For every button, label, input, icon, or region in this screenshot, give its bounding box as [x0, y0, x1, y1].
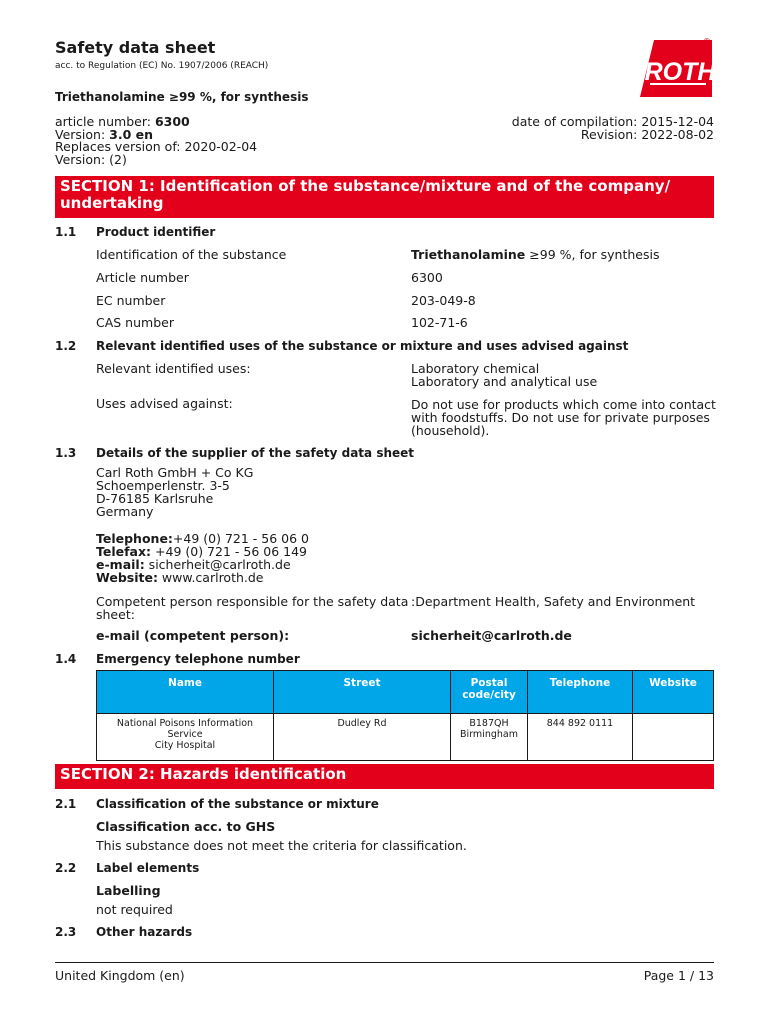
product-name: Triethanolamine ≥99 %, for synthesis [55, 90, 309, 104]
telefax-value: +49 (0) 721 - 56 06 149 [151, 544, 307, 559]
section-heading: Product identifier [96, 225, 216, 239]
section-number: 2.2 [55, 861, 77, 875]
address-line: Carl Roth GmbH + Co KG [96, 465, 254, 480]
field-label: Identification of the substance [96, 247, 287, 262]
competent-person-value: :Department Health, Safety and Environment [411, 594, 696, 609]
section-number: 2.3 [55, 925, 77, 939]
substance-grade: ≥99 %, for synthesis [525, 247, 660, 262]
address-line: D-76185 Karlsruhe [96, 491, 214, 506]
section-2-header: SECTION 2: Hazards identification [55, 764, 714, 789]
version-2: Version: (2) [55, 151, 127, 167]
cell-line: National Poisons Information [116, 718, 254, 729]
column-header: Telephone [528, 671, 633, 714]
field-value: 6300 [411, 270, 443, 285]
cell-line: City Hospital [154, 740, 216, 751]
cell-line: Birmingham [460, 729, 518, 740]
text-line: (household). [411, 423, 490, 438]
field-value: 102-71-6 [411, 315, 468, 330]
field-label: Relevant identified uses: [96, 361, 251, 376]
table-header-row [97, 671, 714, 714]
version-label: Version: [55, 126, 110, 142]
field-label: Uses advised against: [96, 396, 233, 411]
version-value: 3.0 en [109, 126, 154, 142]
roth-logo [640, 37, 712, 97]
article-number-value: 6300 [154, 114, 190, 129]
address-line: Germany [96, 504, 154, 519]
use-item: Laboratory chemical [411, 361, 540, 376]
cell-name [97, 714, 274, 761]
text-line: with foodstuffs. Do not use for private purposes [411, 410, 710, 425]
paragraph: This substance does not meet the criteria for classification. [96, 838, 467, 853]
substance-name: Triethanolamine [411, 247, 526, 262]
supplier-address [96, 466, 253, 518]
page-number: Page 1 / 13 [643, 968, 714, 983]
competent-email-value[interactable]: sicherheit@carlroth.de [411, 628, 572, 643]
supplier-contacts [96, 532, 309, 584]
registered-mark: ® [703, 37, 711, 46]
column-header: Street [274, 671, 451, 714]
table-row [97, 714, 714, 761]
text-line: Do not use for products which come into contact [411, 397, 716, 412]
cell-postal [451, 714, 528, 761]
column-header: Postal code/city [451, 671, 528, 714]
date-of-compilation: date of compilation: 2015-12-04 [511, 114, 714, 129]
section-1-header: SECTION 1: Identification of the substance/mixture and of the company/ undertaking [55, 176, 714, 218]
cell-telephone: 844 892 0111 [528, 714, 633, 761]
cell-website [633, 714, 714, 761]
section-heading: Other hazards [96, 925, 193, 939]
website-label: Website: [96, 570, 158, 585]
meta-right [512, 116, 714, 141]
section-heading: Relevant identified uses of the substance or mixture and uses advised against [96, 339, 629, 353]
section-heading: Emergency telephone number [96, 652, 300, 666]
logo-text: ROTH [644, 58, 712, 86]
field-value: 203-049-8 [411, 293, 476, 308]
website-line [96, 571, 309, 584]
section-heading: Label elements [96, 861, 200, 875]
section-number: 1.2 [55, 339, 77, 353]
field-value [411, 248, 659, 261]
field-label: CAS number [96, 315, 174, 330]
emergency-contacts-table [96, 670, 714, 761]
regulation-subtitle: acc. to Regulation (EC) No. 1907/2006 (REACH) [55, 61, 269, 71]
competent-person-label [96, 595, 408, 621]
paragraph: not required [96, 902, 173, 917]
section-number: 2.1 [55, 797, 77, 811]
email-value[interactable]: sicherheit@carlroth.de [144, 557, 291, 572]
use-item: Laboratory and analytical use [411, 374, 598, 389]
section-heading: Classification of the substance or mixture [96, 797, 379, 811]
field-value [411, 398, 716, 437]
revision-date: Revision: 2022-08-02 [580, 126, 714, 142]
field-label: EC number [96, 293, 166, 308]
column-header: Website [633, 671, 714, 714]
telephone-value: +49 (0) 721 - 56 06 0 [172, 531, 309, 546]
text-line: Competent person responsible for the safety data [96, 594, 409, 609]
column-header: Name [97, 671, 274, 714]
subheading: Labelling [96, 883, 161, 898]
subheading: Classification acc. to GHS [96, 819, 276, 834]
address-line: Schoemperlenstr. 3-5 [96, 478, 230, 493]
article-number-label: article number: [55, 114, 155, 129]
cell-line: B187QH [469, 718, 509, 729]
field-value [411, 362, 597, 388]
footer-divider [55, 962, 714, 963]
section-number: 1.3 [55, 446, 77, 460]
text-line: sheet: [96, 607, 135, 622]
website-value[interactable]: www.carlroth.de [157, 570, 264, 585]
meta-left [55, 116, 257, 166]
section-heading: Details of the supplier of the safety data sheet [96, 446, 415, 460]
cell-street: Dudley Rd [274, 714, 451, 761]
section-number: 1.4 [55, 652, 77, 666]
footer-locale: United Kingdom (en) [55, 968, 185, 983]
document-title: Safety data sheet [55, 38, 216, 57]
field-label: Article number [96, 270, 189, 285]
section-number: 1.1 [55, 225, 77, 239]
cell-line: Service [167, 729, 203, 740]
telephone-label: Telephone: [96, 531, 173, 546]
email-label: e-mail: [96, 557, 145, 572]
replaces-version: Replaces version of: 2020-02-04 [55, 139, 258, 154]
telefax-label: Telefax: [96, 544, 152, 559]
competent-email-label: e-mail (competent person): [96, 628, 290, 643]
